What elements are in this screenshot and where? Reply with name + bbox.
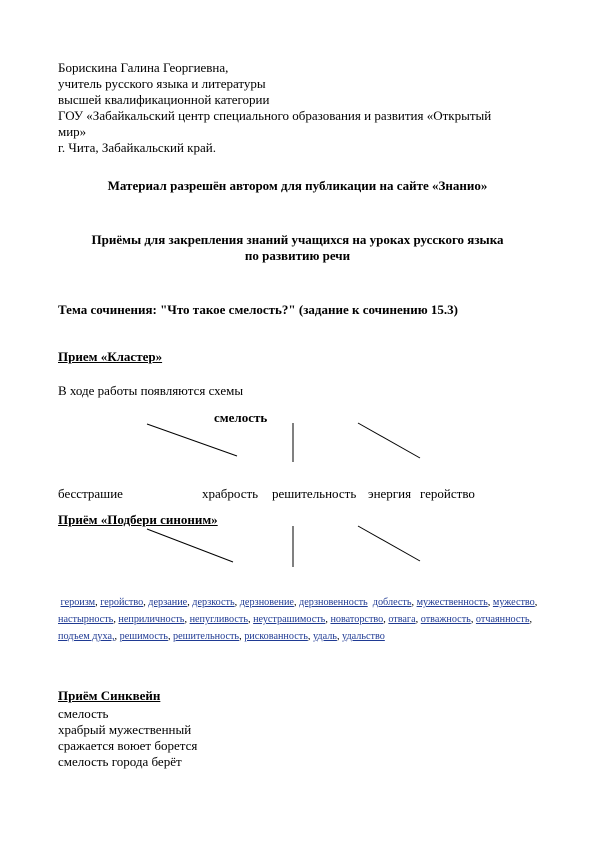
page-title-line-2: по развитию речи xyxy=(244,248,351,263)
author-position: учитель русского языка и литературы xyxy=(58,76,266,91)
sinkwine-line-2: храбрый мужественный xyxy=(58,722,192,737)
synonym-link[interactable]: новаторство xyxy=(330,614,384,625)
synonym-link[interactable]: отважность xyxy=(420,614,471,625)
synonym-link[interactable]: непугливость xyxy=(189,614,248,625)
author-organization-cont: мир» xyxy=(58,124,87,139)
synonym-link[interactable]: настырность xyxy=(58,614,114,625)
synonym-link[interactable]: геройство xyxy=(100,597,144,608)
synonym-link[interactable]: неустрашимость xyxy=(253,614,326,625)
sinkwine-line-3: сражается воюет борется xyxy=(58,738,198,753)
synonym-link[interactable]: решительность xyxy=(173,631,240,642)
cluster-line-right xyxy=(358,423,420,458)
author-organization: ГОУ «Забайкальский центр специального образования и развития «Открытый xyxy=(58,108,492,123)
cluster-word-4: энергия xyxy=(368,486,412,501)
synonym-link[interactable]: дерзновенность xyxy=(299,597,368,608)
sinkwine-line-1: смелость xyxy=(58,706,109,721)
synonym-link[interactable]: рискованность xyxy=(244,631,308,642)
sinkwine-line-4: смелость города берёт xyxy=(58,754,182,769)
synonym-link[interactable]: героизм xyxy=(60,597,96,608)
cluster-word-1: бесстрашие xyxy=(58,486,123,501)
synonym-link[interactable]: мужество xyxy=(492,597,535,608)
cluster-intro: В ходе работы появляются схемы xyxy=(58,383,244,398)
cluster-word-3: решительность xyxy=(272,486,357,501)
synonym-link[interactable]: подъем духа, xyxy=(58,631,115,642)
author-name: Борискина Галина Георгиевна, xyxy=(58,60,229,75)
synonyms-heading: Приём «Подбери синоним» xyxy=(58,512,218,527)
synonym-link[interactable]: отвага xyxy=(388,614,416,625)
author-city: г. Чита, Забайкальский край. xyxy=(58,140,216,155)
synonym-list: героизм, геройство, дерзание, дерзкость, дерзновение, дерзновенность доблесть, мужественность, мужество, настырность, неприличность, непугливость, неустрашимость, новаторство, отвага, отважность, отчаянность, подъем духа,, решимость, решительность, рискованность, удаль, удальство xyxy=(58,597,538,642)
essay-topic: Тема сочинения: "Что такое смелость?" (задание к сочинению 15.3) xyxy=(58,302,458,317)
synonym-link[interactable]: неприличность xyxy=(118,614,185,625)
synonym-link[interactable]: мужественность xyxy=(416,597,488,608)
synonym-link[interactable]: удальство xyxy=(342,631,385,642)
synonym-link[interactable]: дерзкость xyxy=(192,597,235,608)
page-title-line-1: Приёмы для закрепления знаний учащихся на уроках русского языка xyxy=(91,232,504,247)
cluster-center-word: смелость xyxy=(214,410,268,425)
permission-note: Материал разрешён автором для публикации на сайте «Знанио» xyxy=(107,178,488,193)
cluster-word-2: храбрость xyxy=(202,486,259,501)
cluster-word-5: геройство xyxy=(420,486,475,501)
synonym-link[interactable]: удаль xyxy=(312,631,337,642)
synonym-link[interactable]: решимость xyxy=(119,631,168,642)
synonym-line-right xyxy=(358,526,420,561)
synonym-link[interactable]: отчаянность xyxy=(475,614,530,625)
synonym-line-left xyxy=(147,529,233,562)
author-category: высшей квалификационной категории xyxy=(58,92,270,107)
synonym-link[interactable]: дерзание xyxy=(148,597,188,608)
cluster-heading: Прием «Кластер» xyxy=(58,349,163,364)
sinkwine-heading: Приём Синквейн xyxy=(58,688,161,703)
cluster-line-left xyxy=(147,424,237,456)
synonym-link[interactable]: дерзновение xyxy=(239,597,294,608)
synonym-link[interactable]: доблесть xyxy=(372,597,412,608)
